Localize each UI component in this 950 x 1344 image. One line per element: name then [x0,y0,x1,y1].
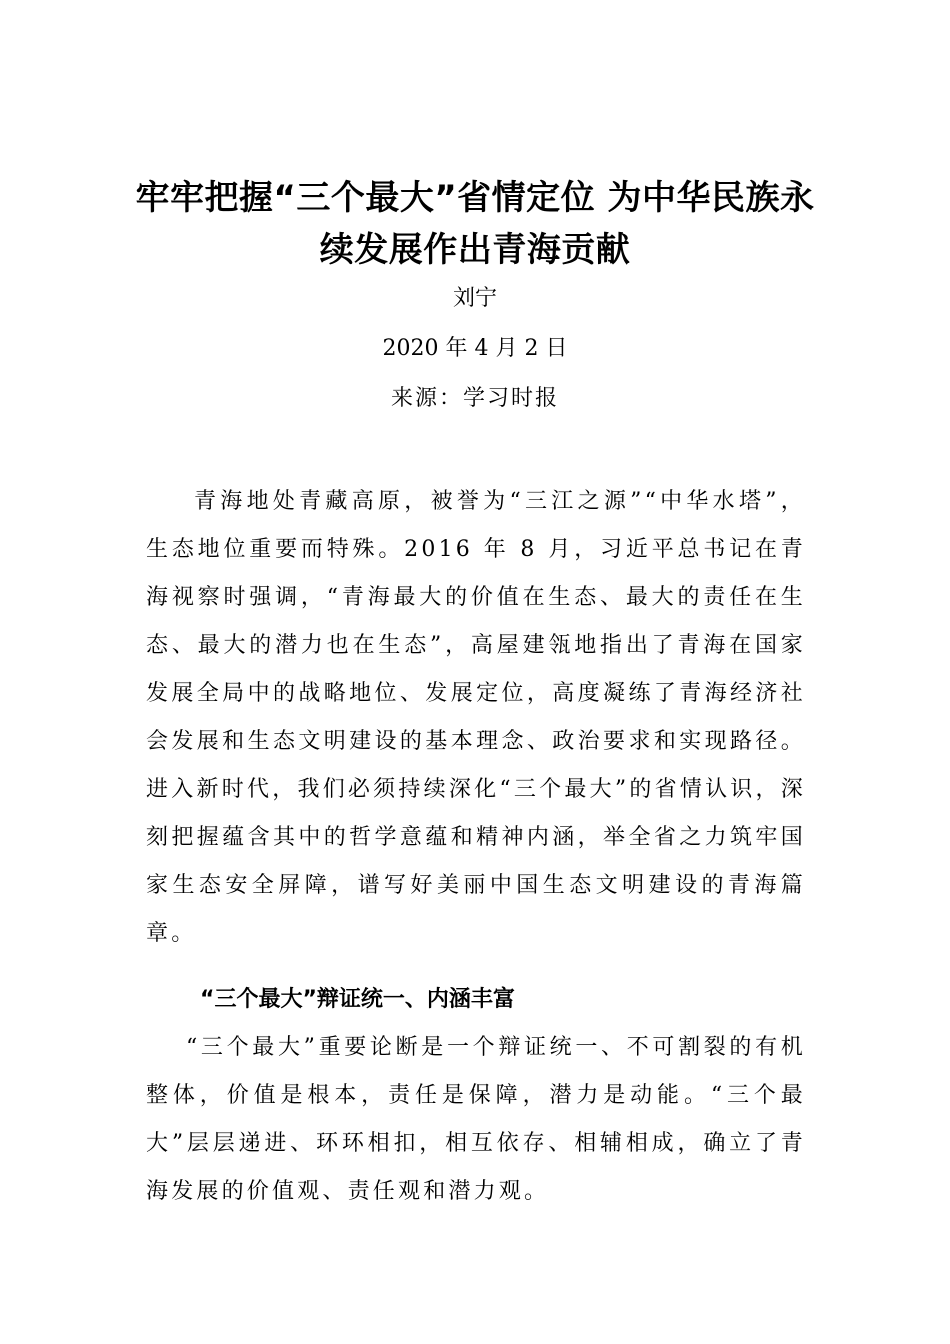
body-paragraph-2: “三个最大”重要论断是一个辩证统一、不可割裂的有机整体，价值是根本，责任是保障，潜力是动能。“三个最大”层层递进、环环相扣，相互依存、相辅相成，确立了青海发展的价值观、责任观和潜力观。 [146,1035,806,1204]
article-source: 来源：学习时报 [390,386,559,411]
body-paragraph-1: 青海地处青藏高原，被誉为“三江之源”“中华水塔”，生态地位重要而特殊。2016 年 8 月，习近平总书记在青海视察时强调，“青海最大的价值在生态、最大的责任在生态、最大的潜力也在生态”，高屋建瓴地指出了青海在国家发展全局中的战略地位、发展定位，高度凝练了青海经济社会发展和生态文明建设的基本理念、政治要求和实现路径。进入新时代，我们必须持续深化“三个最大”的省情认识，深刻把握蕴含其中的哲学意蕴和精神内涵，举全省之力筑牢国家生态安全屏障，谱写好美丽中国生态文明建设的青海篇章。 [146,489,806,946]
section-heading: “三个最大”辩证统一、内涵丰富 [200,987,515,1012]
article-date: 2020 年 4 月 2 日 [382,336,568,361]
article-author: 刘宁 [452,286,497,311]
article-title: 牢牢把握“三个最大”省情定位 为中华民族永续发展作出青海贡献 [135,178,815,270]
